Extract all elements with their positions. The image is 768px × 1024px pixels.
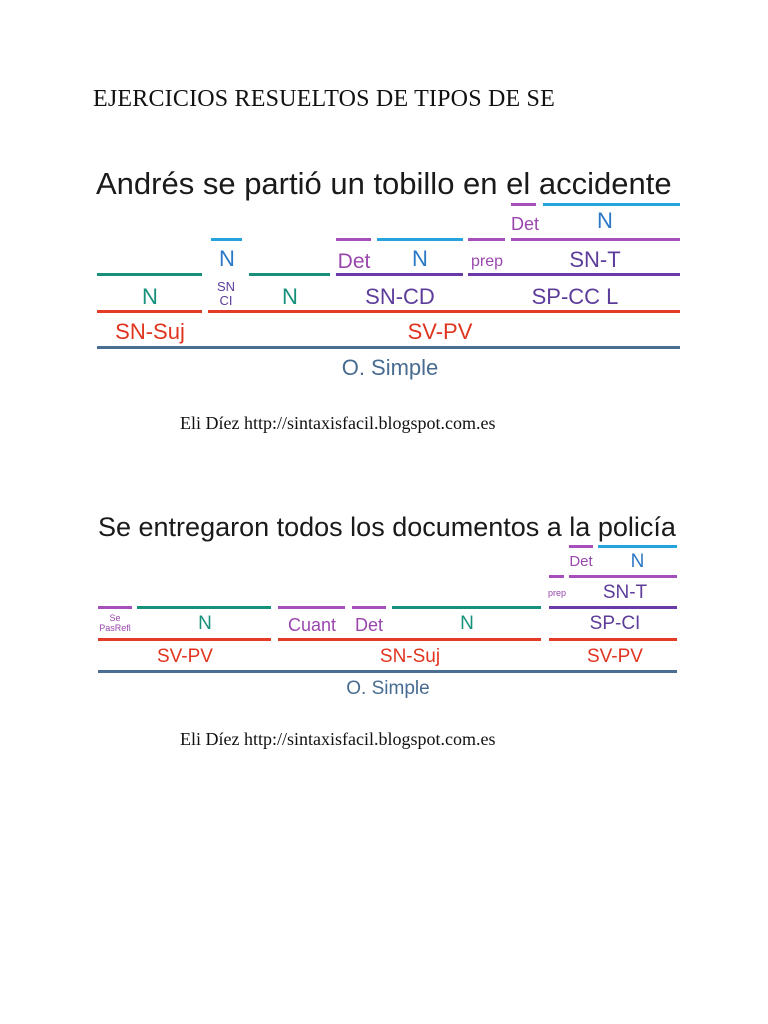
line-det — [352, 606, 386, 609]
line-sn-t — [569, 575, 677, 578]
label-n-suj: N — [460, 613, 474, 634]
line-n-cd — [377, 238, 463, 241]
line-prep — [549, 575, 564, 578]
line-cuant — [278, 606, 345, 609]
line-n-verb — [137, 606, 271, 609]
label-cuant: Cuant — [287, 615, 337, 635]
label-n-t: N — [597, 208, 613, 233]
label-n-verb: N — [198, 613, 212, 634]
label-prep: prep — [547, 588, 566, 598]
label-det-t: Det — [569, 553, 593, 570]
line-sn-suj — [278, 638, 541, 641]
page-title: EJERCICIOS RESUELTOS DE TIPOS DE SE — [93, 86, 555, 112]
label-n-cd: N — [412, 246, 428, 271]
line-se-pasrefl — [98, 606, 132, 609]
label-det: Det — [354, 615, 383, 635]
label-sv-pv: SV-PV — [407, 319, 473, 344]
line-sv-pv-1 — [98, 638, 271, 641]
line-sp-ccl — [468, 273, 680, 276]
label-det-t: Det — [510, 214, 539, 234]
label-sn-t: SN-T — [569, 247, 621, 272]
label-sp-ccl: SP-CC L — [531, 284, 619, 309]
line-sp-ci — [549, 606, 677, 609]
label-n-t: N — [630, 551, 645, 572]
line-sn-suj — [97, 310, 202, 313]
line-prep — [468, 238, 505, 241]
label-sv-pv-1: SV-PV — [157, 646, 213, 667]
sentence-1: Andrés se partió un tobillo en el accidente — [96, 166, 672, 201]
label-oracion: O. Simple — [341, 355, 439, 380]
line-n-t — [598, 545, 677, 548]
line-det-t — [569, 545, 593, 548]
line-n-t — [543, 203, 680, 206]
label-sn-t: SN-T — [602, 582, 648, 603]
line-sn-cd — [336, 273, 463, 276]
label-sp-ci: SP-CI — [589, 613, 641, 634]
label-n-verb: N — [282, 284, 298, 309]
label-prep: prep — [470, 253, 504, 270]
label-sn-ci: SN CI — [216, 279, 236, 309]
line-det-cd — [336, 238, 371, 241]
credit-2: Eli Díez http://sintaxisfacil.blogspot.com.es — [180, 729, 496, 749]
label-sn-suj: SN-Suj — [115, 319, 185, 344]
line-sv-pv — [208, 310, 680, 313]
label-n-suj: N — [142, 284, 158, 309]
line-oracion — [98, 670, 677, 673]
label-se-pasrefl: Se PasRefl — [99, 613, 131, 634]
label-det-cd: Det — [337, 250, 371, 273]
line-sv-pv-2 — [549, 638, 677, 641]
line-n-se — [211, 238, 242, 241]
line-n-suj — [97, 273, 202, 276]
credit-1: Eli Díez http://sintaxisfacil.blogspot.com.es — [180, 413, 496, 433]
line-oracion — [97, 346, 680, 349]
label-oracion: O. Simple — [346, 678, 430, 699]
line-n-verb — [249, 273, 330, 276]
line-det-t — [511, 203, 536, 206]
line-n-suj — [392, 606, 541, 609]
label-sn-cd: SN-CD — [365, 284, 435, 309]
label-n-se: N — [219, 246, 235, 271]
label-sv-pv-2: SV-PV — [587, 646, 643, 667]
label-sn-suj: SN-Suj — [379, 646, 441, 667]
sentence-2: Se entregaron todos los documentos a la policía — [98, 512, 676, 542]
line-sn-t — [511, 238, 680, 241]
